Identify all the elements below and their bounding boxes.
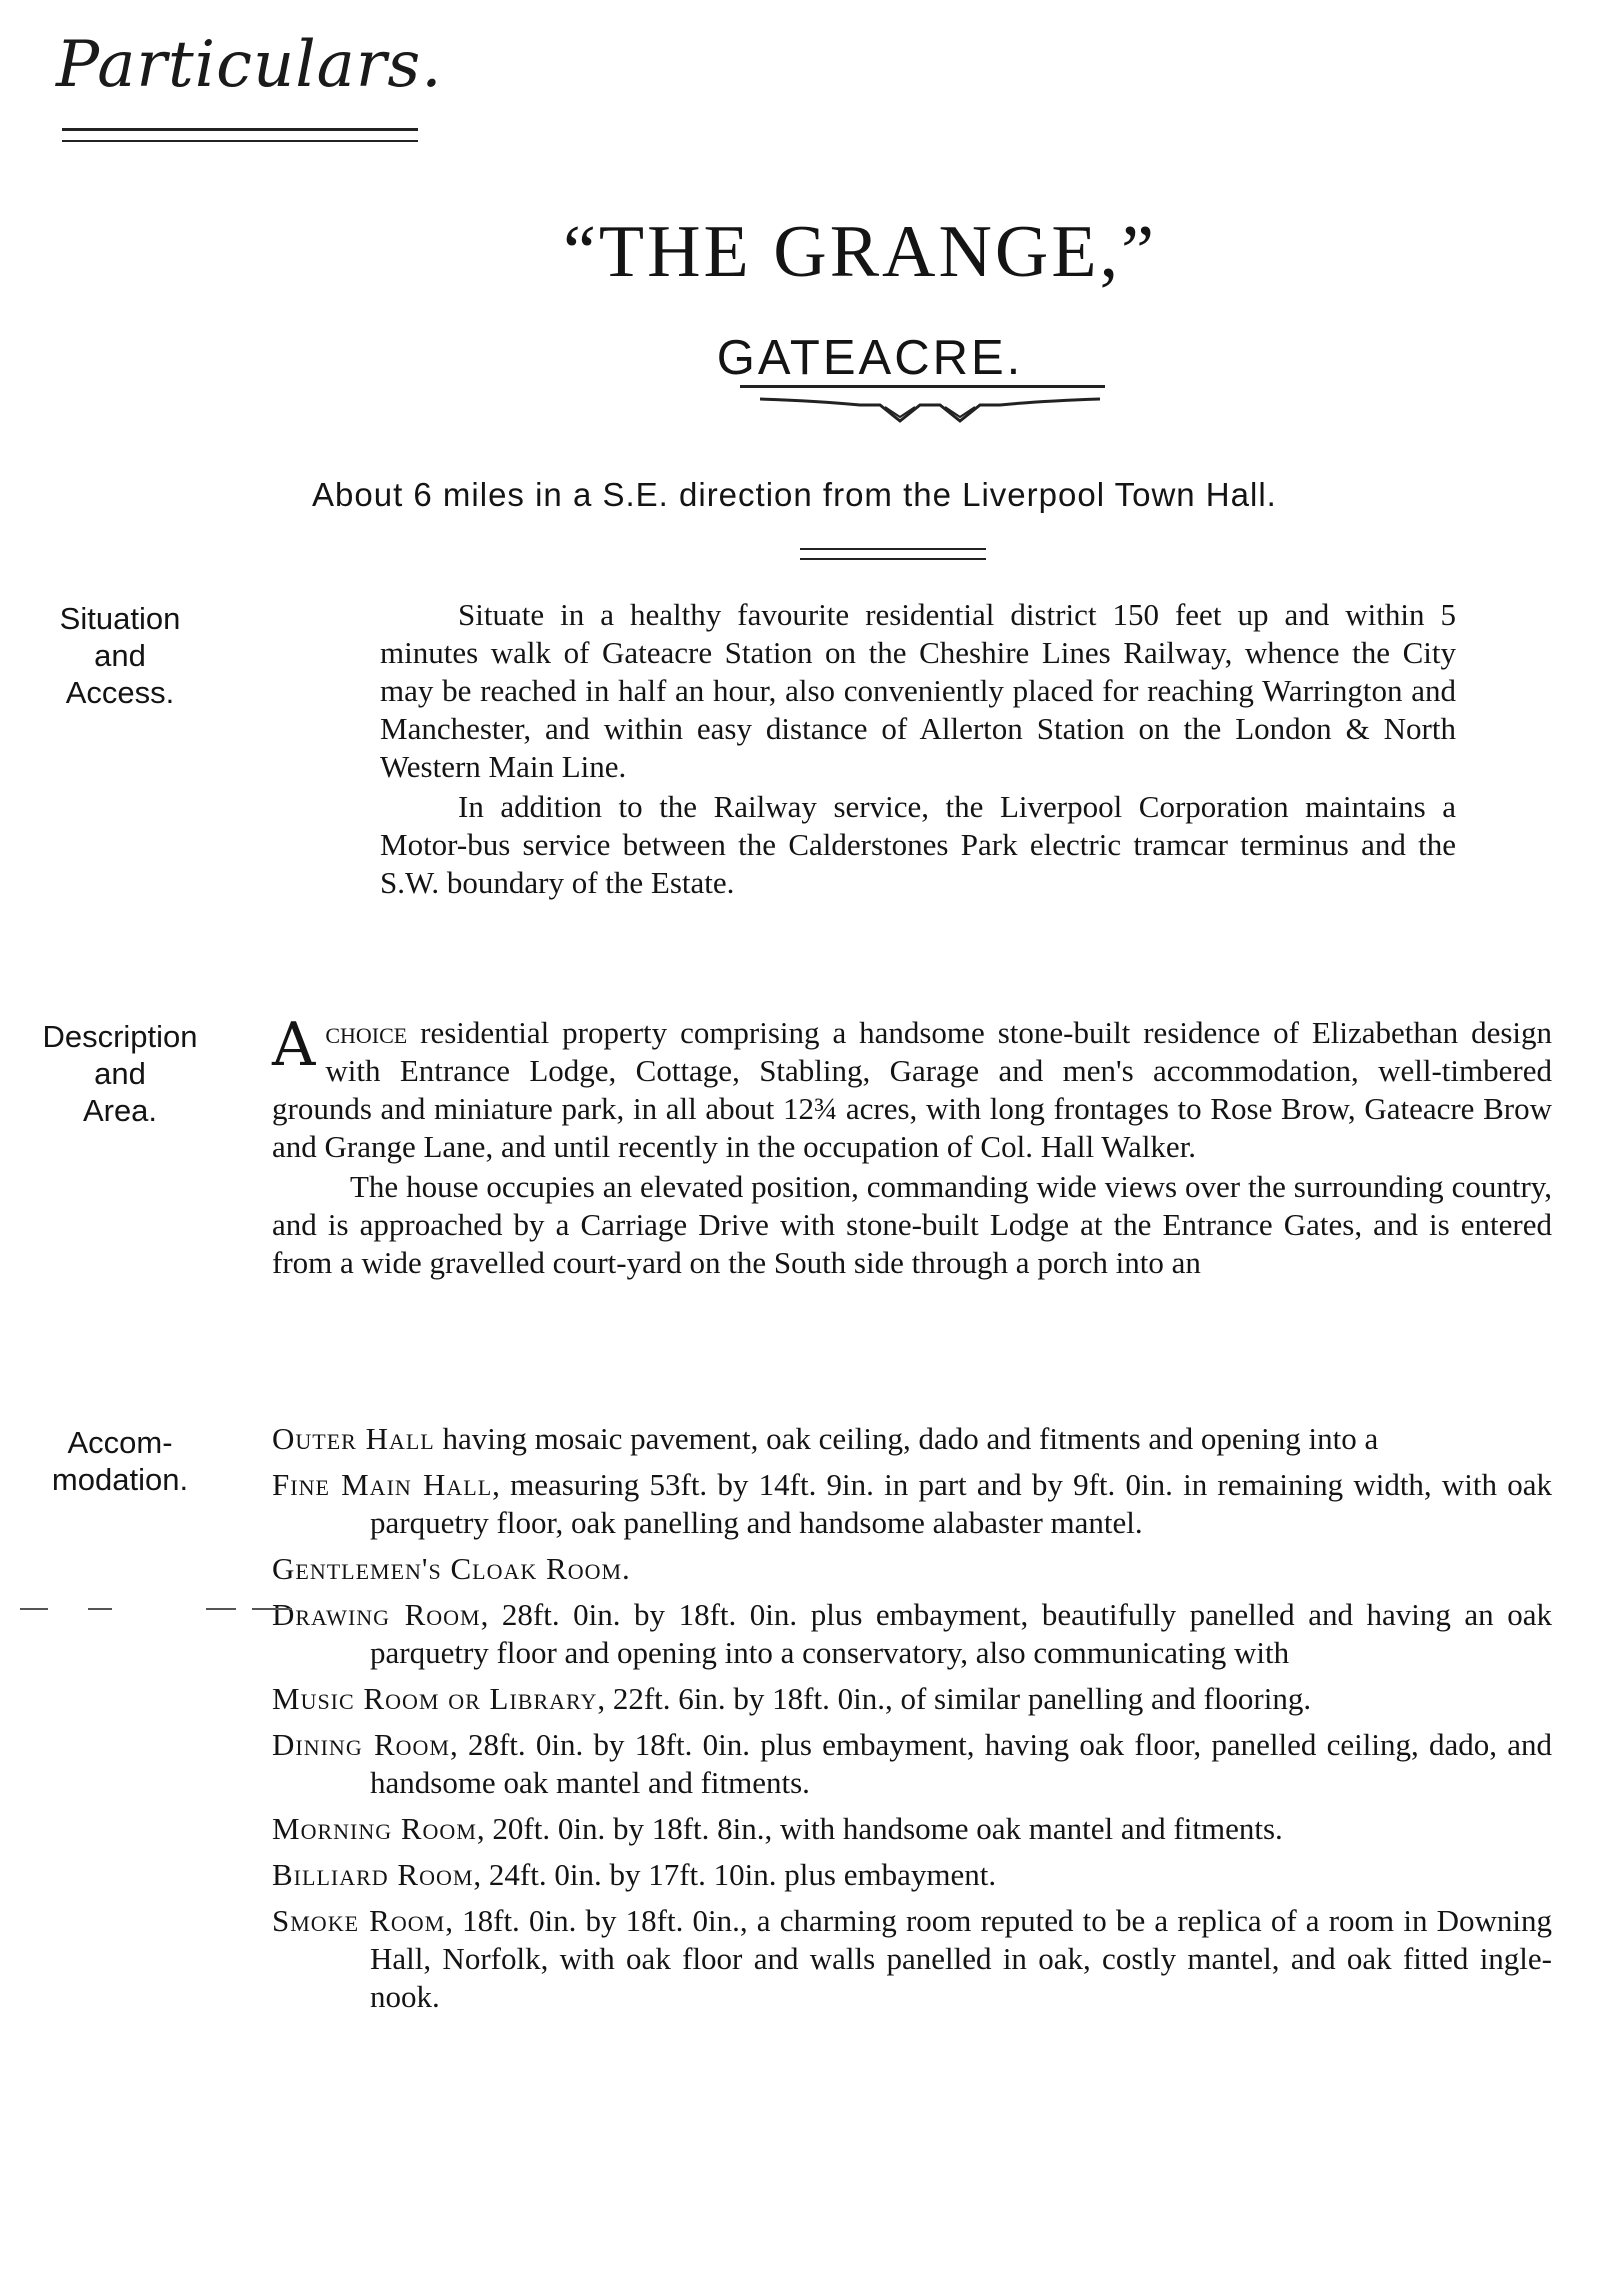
room-details: , measuring 53ft. by 14ft. 9in. in part and by 9ft. 0in. in remaining width, with oak parquetry floor, oak panelling and handsome alabaster mantel. <box>370 1467 1553 1540</box>
room-details: , 18ft. 0in. by 18ft. 0in., a charming room reputed to be a replica of a room in Downing Hall, Norfolk, with oak floor and walls panelled in oak, costly mantel, and oak fitted ingle-nook. <box>370 1903 1552 2014</box>
room-details: , 28ft. 0in. by 18ft. 0in. plus embayment, having oak floor, panelled ceiling, dado, and handsome oak mantel and fitments. <box>370 1727 1553 1800</box>
description-paragraph: The house occupies an elevated position, commanding wide views over the surrounding country, and is approached by a Carriage Drive with stone-built Lodge at the Entrance Gates, and is entered from a wide gravelled court-yard on the South side through a porch into an <box>272 1169 1552 1280</box>
drop-cap: A <box>272 1010 316 1080</box>
room-name: Fine Main Hall <box>272 1467 493 1502</box>
room-name: Drawing Room <box>272 1597 481 1632</box>
label-line: Description <box>42 1019 198 1054</box>
room-name: Music Room or Library <box>272 1681 598 1716</box>
room-entry <box>272 1680 1552 1718</box>
section-divider <box>800 548 986 560</box>
location-subtitle: GATEACRE. <box>716 331 1024 385</box>
lead-word: choice <box>325 1015 408 1050</box>
room-name: Gentlemen's Cloak Room. <box>272 1551 631 1586</box>
scan-mark <box>206 1608 236 1610</box>
particulars-heading: Particulars. <box>56 28 443 102</box>
accommodation-label <box>20 1424 220 1498</box>
room-entry <box>272 1726 1552 1802</box>
description-section <box>272 1010 1552 1282</box>
distance-note: About 6 miles in a S.E. direction from the Liverpool Town Hall. <box>312 476 1277 513</box>
accommodation-list <box>272 1420 1552 2024</box>
scan-mark <box>88 1608 112 1610</box>
room-name: Morning Room <box>272 1811 477 1846</box>
situation-section <box>380 596 1456 902</box>
room-entry <box>272 1466 1552 1542</box>
scan-mark <box>252 1608 292 1610</box>
label-line: Area. <box>82 1093 158 1128</box>
room-name: Dining Room <box>272 1727 450 1762</box>
room-name: Outer Hall <box>272 1421 435 1456</box>
label-line: Situation <box>59 601 181 636</box>
description-text: residential property comprising a handsome stone-built residence of Elizabethan design with Entrance Lodge, Cottage, Stabling, Garage and men's accommodation, well-timbered grounds and miniature park, in all about 12¾ acres, with long frontages to Rose Brow, Gateacre Brow and Grange Lane, and until recently in the occupation of Col. Hall Walker. <box>272 1015 1552 1164</box>
room-details: , 24ft. 0in. by 17ft. 10in. plus embayment. <box>473 1857 997 1892</box>
room-details: , 20ft. 0in. by 18ft. 8in., with handsome oak mantel and fitments. <box>476 1811 1283 1846</box>
room-entry <box>272 1596 1552 1672</box>
room-details: , 22ft. 6in. by 18ft. 0in., of similar panelling and flooring. <box>597 1681 1312 1716</box>
heading-underline <box>62 128 418 142</box>
room-details: , 28ft. 0in. by 18ft. 0in. plus embayment, beautifully panelled and having an oak parquetry floor and opening into a conservatory, also communicating with <box>370 1597 1552 1670</box>
situation-paragraph: In addition to the Railway service, the Liverpool Corporation maintains a Motor-bus service between the Calderstones Park electric tramcar terminus and the S.W. boundary of the Estate. <box>380 789 1456 900</box>
room-name: Billiard Room <box>272 1857 474 1892</box>
label-line: Accom- <box>67 1425 173 1460</box>
label-line: modation. <box>51 1462 189 1497</box>
label-line: Access. <box>65 675 175 710</box>
description-paragraph <box>272 1010 1552 1166</box>
property-title: “THE GRANGE,” <box>563 211 1157 293</box>
room-entry <box>272 1856 1552 1894</box>
situation-label <box>20 600 220 711</box>
room-entry <box>272 1420 1552 1458</box>
room-entry <box>272 1902 1552 2016</box>
ornament-icon <box>760 395 1100 435</box>
situation-paragraph: Situate in a healthy favourite residential district 150 feet up and within 5 minutes walk of Gateacre Station on the Cheshire Lines Railway, whence the City may be reached in half an hour, also conveniently placed for reaching Warrington and Manchester, and within easy distance of Allerton Station on the London & North Western Main Line. <box>380 597 1456 784</box>
room-name: Smoke Room <box>272 1903 446 1938</box>
room-details: having mosaic pavement, oak ceiling, dado and fitments and opening into a <box>434 1421 1379 1456</box>
room-entry <box>272 1810 1552 1848</box>
scan-mark <box>20 1608 48 1610</box>
room-entry <box>272 1550 1552 1588</box>
label-line: and <box>94 1056 146 1091</box>
label-line: and <box>94 638 146 673</box>
subtitle-underline <box>740 385 1105 388</box>
description-label <box>20 1018 220 1129</box>
